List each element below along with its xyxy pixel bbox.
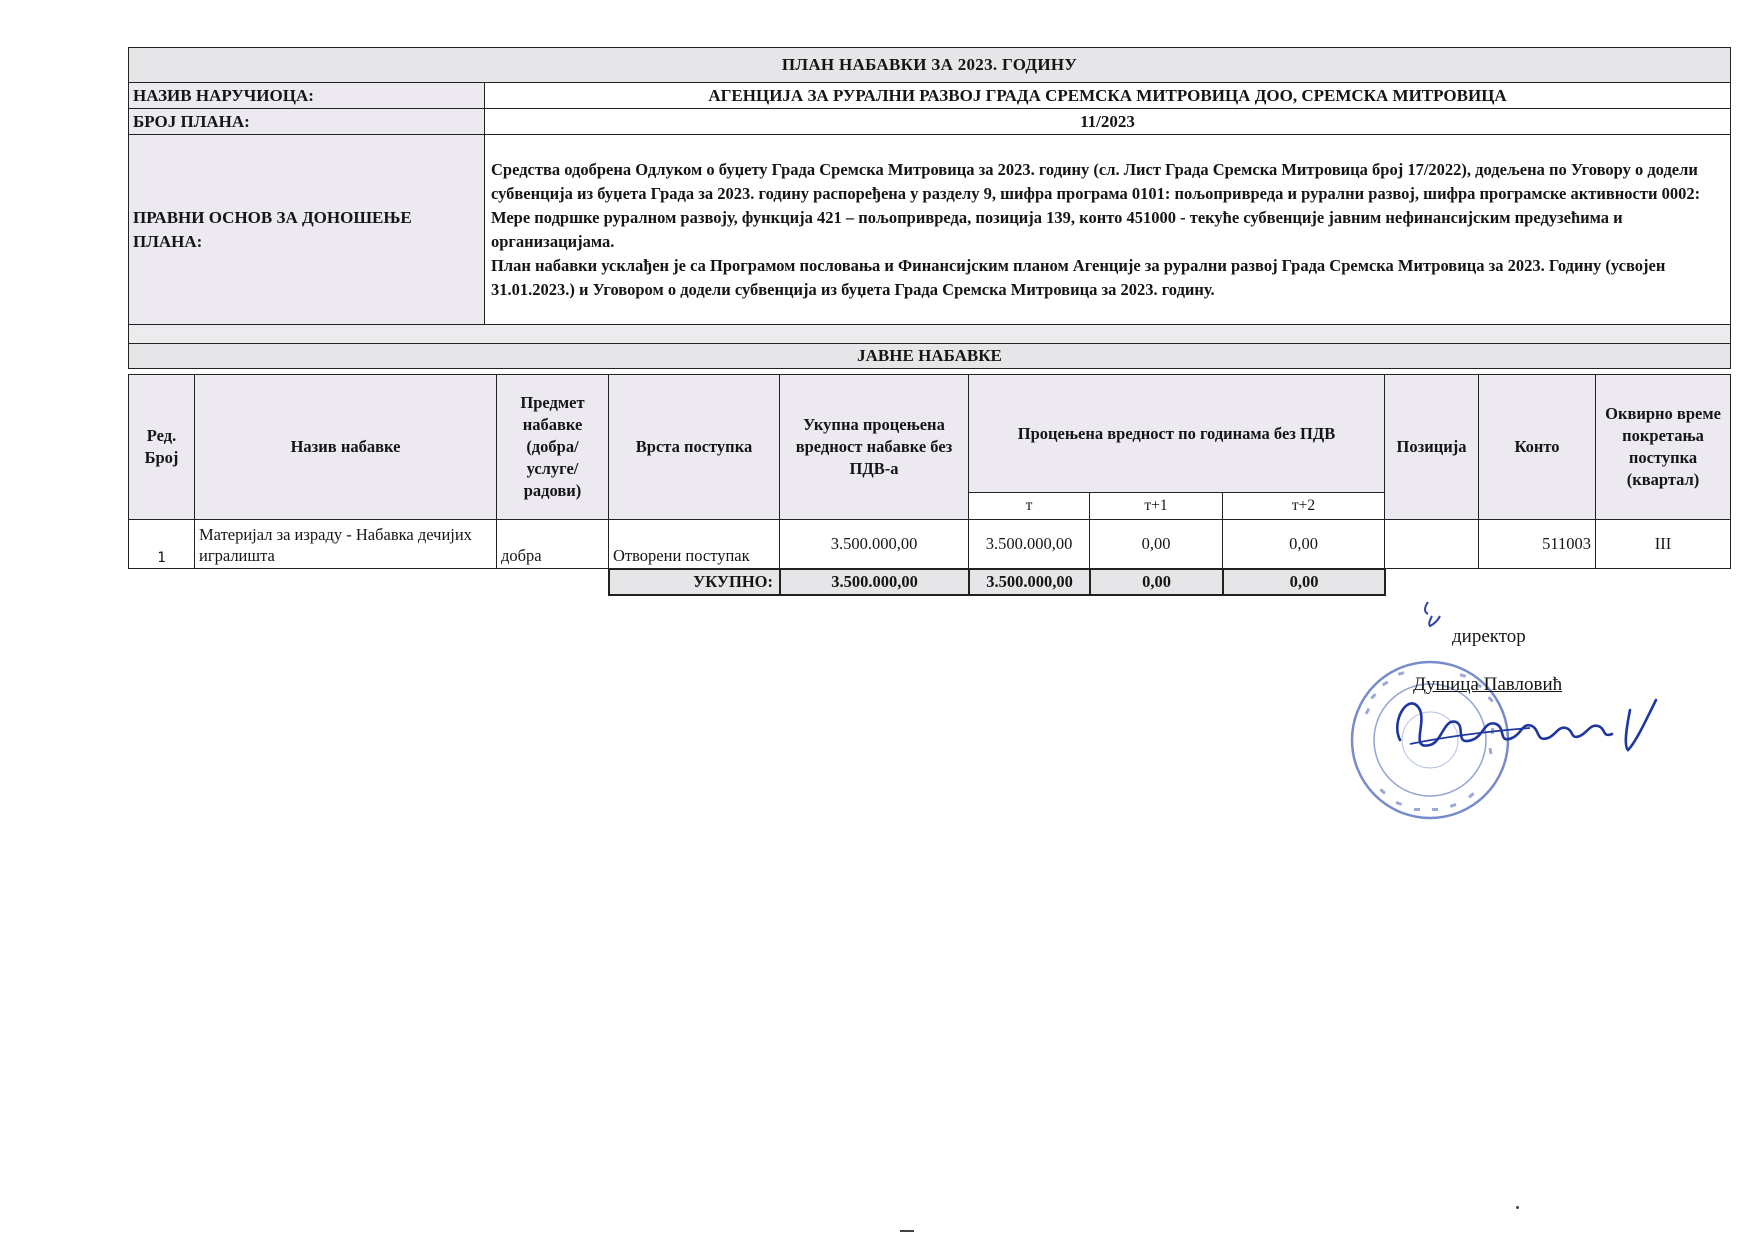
director-title: директор <box>1452 626 1526 647</box>
plan-number-label: БРОЈ ПЛАНА: <box>129 109 485 135</box>
cell-year-t1: 0,00 <box>1090 520 1223 569</box>
col-header-year-t: т <box>969 493 1090 520</box>
col-header-procedure: Врста поступка <box>609 375 780 520</box>
procurement-table <box>128 374 1731 569</box>
col-header-year-t2: т+2 <box>1223 493 1385 520</box>
cell-subject: добра <box>497 520 609 569</box>
client-label: НАЗИВ НАРУЧИОЦА: <box>129 83 485 109</box>
totals-year-t2: 0,00 <box>1223 569 1385 595</box>
legal-basis-text <box>485 135 1731 325</box>
col-header-subject: Предмет набавке (добра/услуге/радови) <box>497 375 609 520</box>
cell-total: 3.500.000,00 <box>780 520 969 569</box>
totals-table <box>608 568 1386 596</box>
cell-timeframe: III <box>1596 520 1731 569</box>
section-title: ЈАВНЕ НАБАВКЕ <box>129 344 1731 369</box>
col-header-year-t1: т+1 <box>1090 493 1223 520</box>
totals-label: УКУПНО: <box>609 569 780 595</box>
scan-speck <box>1516 1206 1519 1209</box>
plan-header-table <box>128 47 1731 369</box>
col-header-by-year: Процењена вредност по годинама без ПДВ <box>969 375 1385 493</box>
col-header-total: Укупна процењена вредност набавке без ПДВ-а <box>780 375 969 520</box>
handwritten-signature <box>1380 680 1680 770</box>
totals-year-t1: 0,00 <box>1090 569 1223 595</box>
legal-basis-paragraph-2: План набавки усклађен је са Програмом пословања и Финансијским планом Агенције за рурални развој Града Сремска Митровица за 2023. Годину (усвојен 31.01.2023.) и Уговором о додели субвенција из буџета Града Сремска Митровица за 2023. годину. <box>491 255 1666 299</box>
director-name: Душица Павловић <box>1413 674 1563 695</box>
cell-procedure: Отворени поступак <box>609 520 780 569</box>
plan-title: ПЛАН НАБАВКИ ЗА 2023. ГОДИНУ <box>129 48 1731 83</box>
cell-konto: 511003 <box>1479 520 1596 569</box>
col-header-konto: Конто <box>1479 375 1596 520</box>
col-header-no: Ред. Број <box>129 375 195 520</box>
cell-no: 1 <box>129 520 195 569</box>
spacer-row <box>129 325 1731 344</box>
totals-year-t: 3.500.000,00 <box>969 569 1090 595</box>
cell-name: Материјал за израду - Набавка дечијих игралишта <box>195 520 497 569</box>
cell-year-t: 3.500.000,00 <box>969 520 1090 569</box>
col-header-position: Позиција <box>1385 375 1479 520</box>
cell-year-t2: 0,00 <box>1223 520 1385 569</box>
client-value: АГЕНЦИЈА ЗА РУРАЛНИ РАЗВОЈ ГРАДА СРЕМСКА МИТРОВИЦА ДОО, СРЕМСКА МИТРОВИЦА <box>485 83 1731 109</box>
col-header-name: Назив набавке <box>195 375 497 520</box>
legal-basis-label: ПРАВНИ ОСНОВ ЗА ДОНОШЕЊЕ ПЛАНА: <box>129 135 485 325</box>
plan-number-value: 11/2023 <box>485 109 1731 135</box>
col-header-timeframe: Оквирно време покретања поступка (квартал) <box>1596 375 1731 520</box>
cell-position <box>1385 520 1479 569</box>
legal-basis-paragraph-1: Средства одобрена Одлуком о буџету Града Сремска Митровица за 2023. годину (сл. Лист Града Сремска Митровица број 17/2022), додељена по Уговору о додели субвенција из буџета Града за 2023. годину распоређена у разделу 9, шифра програма 0101: пољопривреда и рурални развој, шифра програмске активности 0002: Мере подршке руралном развоју, функција 421 – пољопривреда, позиција 139, конто 451000 - текуће субвенције јавним нефинансијским предузећима и организацијама. <box>491 159 1701 251</box>
scan-mark <box>900 1230 914 1232</box>
signature-initial-mark <box>1420 600 1444 628</box>
totals-total: 3.500.000,00 <box>780 569 969 595</box>
table-row <box>129 520 1731 569</box>
